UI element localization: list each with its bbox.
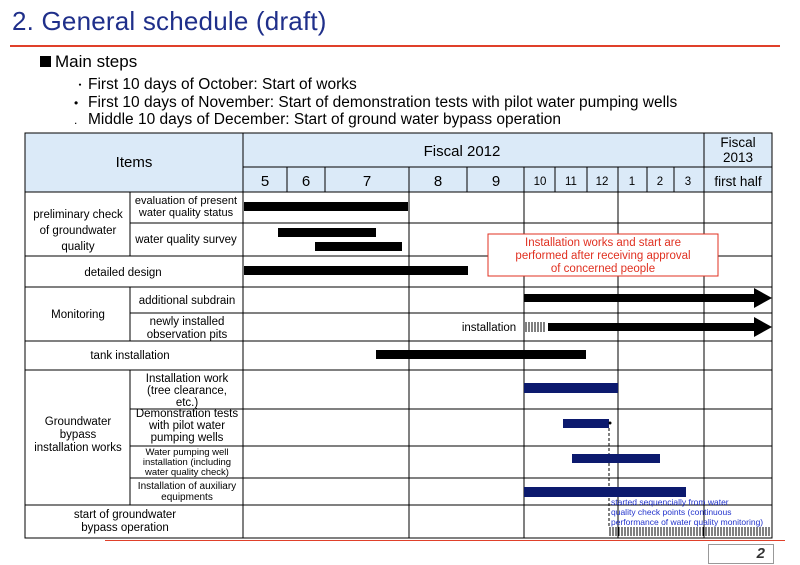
group-label-preliminary: preliminary check of groundwater quality <box>33 209 123 253</box>
hatch-bypass-operation <box>610 527 769 536</box>
row-label-eval-quality: evaluation of present water quality status <box>134 195 238 219</box>
bar-detailed-design <box>244 266 468 275</box>
month-label: 7 <box>362 173 372 190</box>
row-label-additional-subdrain: additional subdrain <box>138 295 236 307</box>
month-label: 10 <box>533 176 547 188</box>
month-label: 3 <box>684 176 692 188</box>
page-number: 2 <box>756 545 765 562</box>
bullet-icon: ・ <box>74 78 87 92</box>
row-labels <box>33 195 238 534</box>
demo-end-dot <box>609 422 612 425</box>
bar-additional-subdrain <box>524 288 772 308</box>
month-label: 5 <box>260 173 270 190</box>
month-label: 12 <box>595 176 609 188</box>
bar-installation-work <box>524 383 618 393</box>
month-label: 9 <box>491 173 501 190</box>
main-step-text: Middle 10 days of December: Start of ground water bypass operation <box>88 111 562 128</box>
bar-demo-tests <box>563 419 609 428</box>
main-steps-label: Main steps <box>55 52 138 71</box>
month-label: first half <box>714 174 762 189</box>
bypass-note-text: started sequencially from water quality check points (continuous performance of water quality monitoring) <box>611 497 764 527</box>
table-grid <box>25 133 772 538</box>
bar-auxiliary <box>524 487 686 497</box>
main-step-text: First 10 days of November: Start of demonstration tests with pilot water pumping wells <box>88 94 678 111</box>
row-label-demo-tests: Demonstration tests with pilot water pumping wells <box>135 408 239 444</box>
row-label-pumping-well: Water pumping well installation (including water quality check) <box>142 447 232 478</box>
group-label-monitoring: Monitoring <box>51 309 105 321</box>
row-label-quality-survey: water quality survey <box>135 234 237 246</box>
group-label-groundwater: Groundwater bypass installation works <box>34 416 122 454</box>
bullet-icon: . <box>74 113 78 127</box>
page-title: 2. General schedule (draft) <box>12 6 327 36</box>
row-label-tank-installation: tank installation <box>90 350 170 362</box>
fiscal-2012-header: Fiscal 2012 <box>423 143 501 160</box>
bar-observation-pits <box>548 317 772 337</box>
main-step-text: First 10 days of October: Start of works <box>88 76 357 93</box>
row-label-installation-work: Installation work (tree clearance, etc.) <box>145 373 229 409</box>
month-label: 11 <box>565 176 577 188</box>
bar-quality-survey-2 <box>315 242 402 251</box>
hatch-observation-pits <box>526 322 544 332</box>
items-header: Items <box>115 154 153 171</box>
bar-pumping-well <box>572 454 660 463</box>
row-label-auxiliary: Installation of auxiliary equipments <box>137 481 237 503</box>
bar-tank-installation <box>376 350 586 359</box>
month-label: 2 <box>656 176 664 188</box>
fiscal-2013-header: Fiscal 2013 <box>720 135 756 165</box>
row-label-bypass-operation: start of groundwater bypass operation <box>73 509 177 534</box>
approval-note-text: Installation works and start are performed after receiving approval of concerned people <box>515 237 691 275</box>
bar-quality-survey-1 <box>278 228 376 237</box>
month-label: 1 <box>628 176 636 188</box>
bar-eval-quality <box>244 202 408 211</box>
row-label-detailed-design: detailed design <box>84 267 162 279</box>
bottom-divider <box>105 540 785 541</box>
month-label: 8 <box>433 173 443 190</box>
month-label: 6 <box>301 173 311 190</box>
installation-label: installation <box>461 322 517 334</box>
bullet-icon: • <box>74 96 79 110</box>
row-label-observation-pits: newly installed observation pits <box>146 316 228 341</box>
page-number-box <box>708 544 774 564</box>
